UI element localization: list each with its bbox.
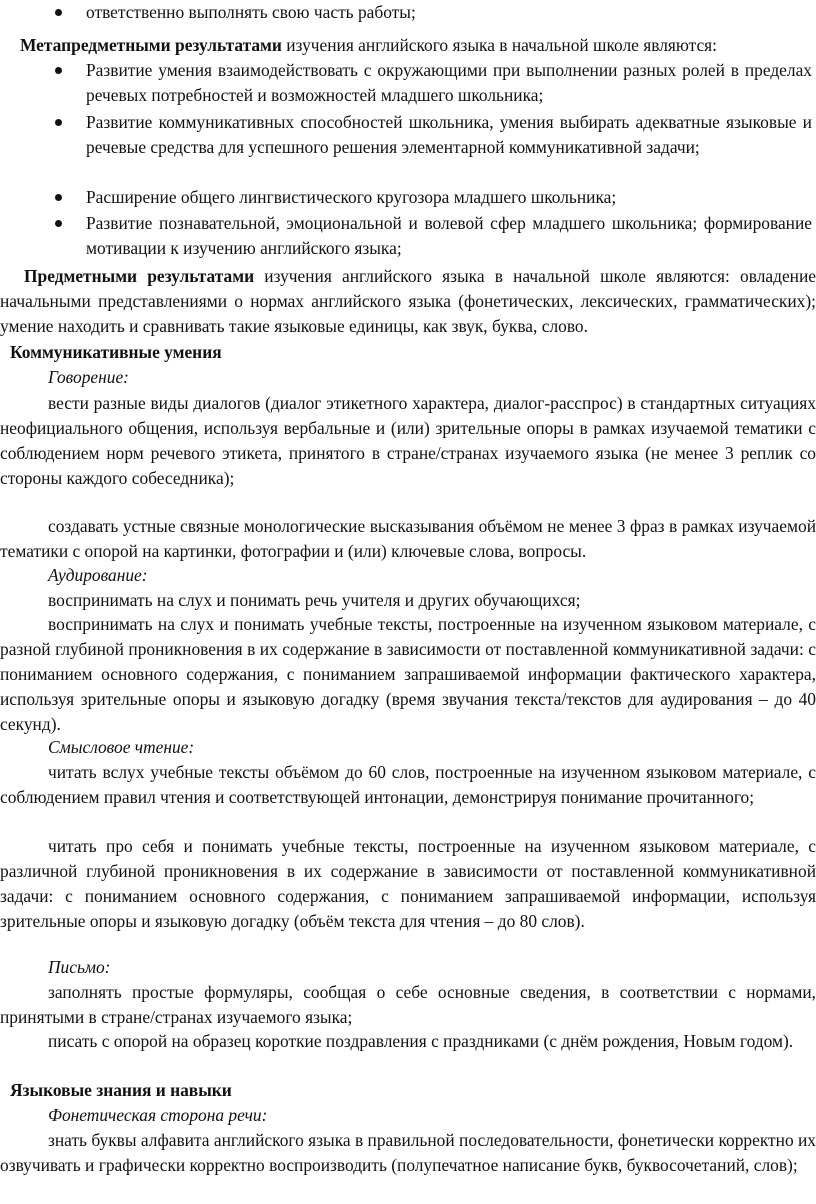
subject-results-paragraph <box>0 264 816 339</box>
paragraph: заполнять простые формуляры, сообщая о себе основные сведения, в соответствии с нормами, принятыми в стране/странах изучаемого языка; <box>0 982 816 1027</box>
section-heading: Коммуникативные умения <box>10 342 222 362</box>
meta-results-rest: изучения английского языка в начальной школе являются: <box>281 35 718 55</box>
paragraph: воспринимать на слух и понимать учебные тексты, построенные на изученном языковом материале, с разной глубиной проникновения в их содержание в зависимости от поставленной коммуникативной задачи: с пониманием основного содержания, с пониманием запрашиваемой информации фактического характера, используя зрительные опоры и языковую догадку (время звучания текста/текстов для аудирования – до 40 секунд). <box>0 614 816 734</box>
bullet-text: ответственно выполнять свою часть работы; <box>86 2 416 22</box>
subsection-title: Фонетическая сторона речи: <box>48 1105 268 1125</box>
bullet-item <box>86 110 812 160</box>
bullet-icon <box>55 119 62 126</box>
bullet-text: Развитие умения взаимодействовать с окружающими при выполнении разных ролей в пределах речевых потребностей и возможностей младшего школьника; <box>86 60 812 105</box>
meta-results-lead <box>0 33 816 58</box>
bullet-icon <box>55 9 62 16</box>
bullet-item <box>86 211 812 261</box>
subject-results-rest: изучения английского языка в начальной школе являются: овладение начальными представлениями о нормах английского языка (фонетических, лексических, грамматических); умение находить и сравнивать такие языковые единицы, как звук, буква, слово. <box>0 266 816 336</box>
section-heading: Языковые знания и навыки <box>10 1080 232 1100</box>
paragraph: вести разные виды диалогов (диалог этикетного характера, диалог-расспрос) в стандартных ситуациях неофициального общения, используя вербальные и (или) зрительные опоры в рамках изучаемой тематики с соблюдением норм речевого этикета, принятого в стране/странах изучаемого языка (не менее 3 реплик со стороны каждого собеседника); <box>0 393 816 488</box>
bullet-item <box>86 0 812 25</box>
paragraph: писать с опорой на образец короткие поздравления с праздниками (с днём рождения, Новым годом). <box>48 1031 794 1051</box>
subject-results-bold: Предметными результатами <box>24 266 255 286</box>
paragraph: читать про себя и понимать учебные тексты, построенные на изученном языковом материале, с различной глубиной проникновения в их содержание в зависимости от поставленной коммуникативной задачи: с пониманием основного содержания, с пониманием запрашиваемой информации, используя зрительные опоры и языковую догадку (объём текста для чтения – до 80 слов). <box>0 836 816 931</box>
subsection-title: Письмо: <box>48 957 111 977</box>
meta-results-bold: Метапредметными результатами <box>20 35 282 55</box>
paragraph: читать вслух учебные тексты объёмом до 60 слов, построенные на изученном языковом материале, с соблюдением правил чтения и соответствующей интонации, демонстрируя понимание прочитанного; <box>0 762 816 807</box>
bullet-text: Развитие коммуникативных способностей школьника, умения выбирать адекватные языковые и речевые средства для успешного решения элементарной коммуникативной задачи; <box>86 112 812 157</box>
subsection-title: Говорение: <box>48 367 129 387</box>
subsection-title: Смысловое чтение: <box>48 737 195 757</box>
paragraph: знать буквы алфавита английского языка в правильной последовательности, фонетически корректно их озвучивать и графически корректно воспроизводить (полупечатное написание букв, буквосочетаний, слов); <box>0 1130 816 1175</box>
bullet-icon <box>55 220 62 227</box>
bullet-icon <box>55 194 62 201</box>
paragraph: создавать устные связные монологические высказывания объёмом не менее 3 фраз в рамках изучаемой тематики с опорой на картинки, фотографии и (или) ключевые слова, вопросы. <box>0 516 816 561</box>
paragraph: воспринимать на слух и понимать речь учителя и других обучающихся; <box>48 590 581 610</box>
bullet-item <box>86 58 812 108</box>
subsection-title: Аудирование: <box>48 565 148 585</box>
bullet-text: Развитие познавательной, эмоциональной и волевой сфер младшего школьника; формирование мотивации к изучению английского языка; <box>86 213 812 258</box>
bullet-item <box>86 185 812 210</box>
bullet-text: Расширение общего лингвистического кругозора младшего школьника; <box>86 187 617 207</box>
bullet-icon <box>55 67 62 74</box>
